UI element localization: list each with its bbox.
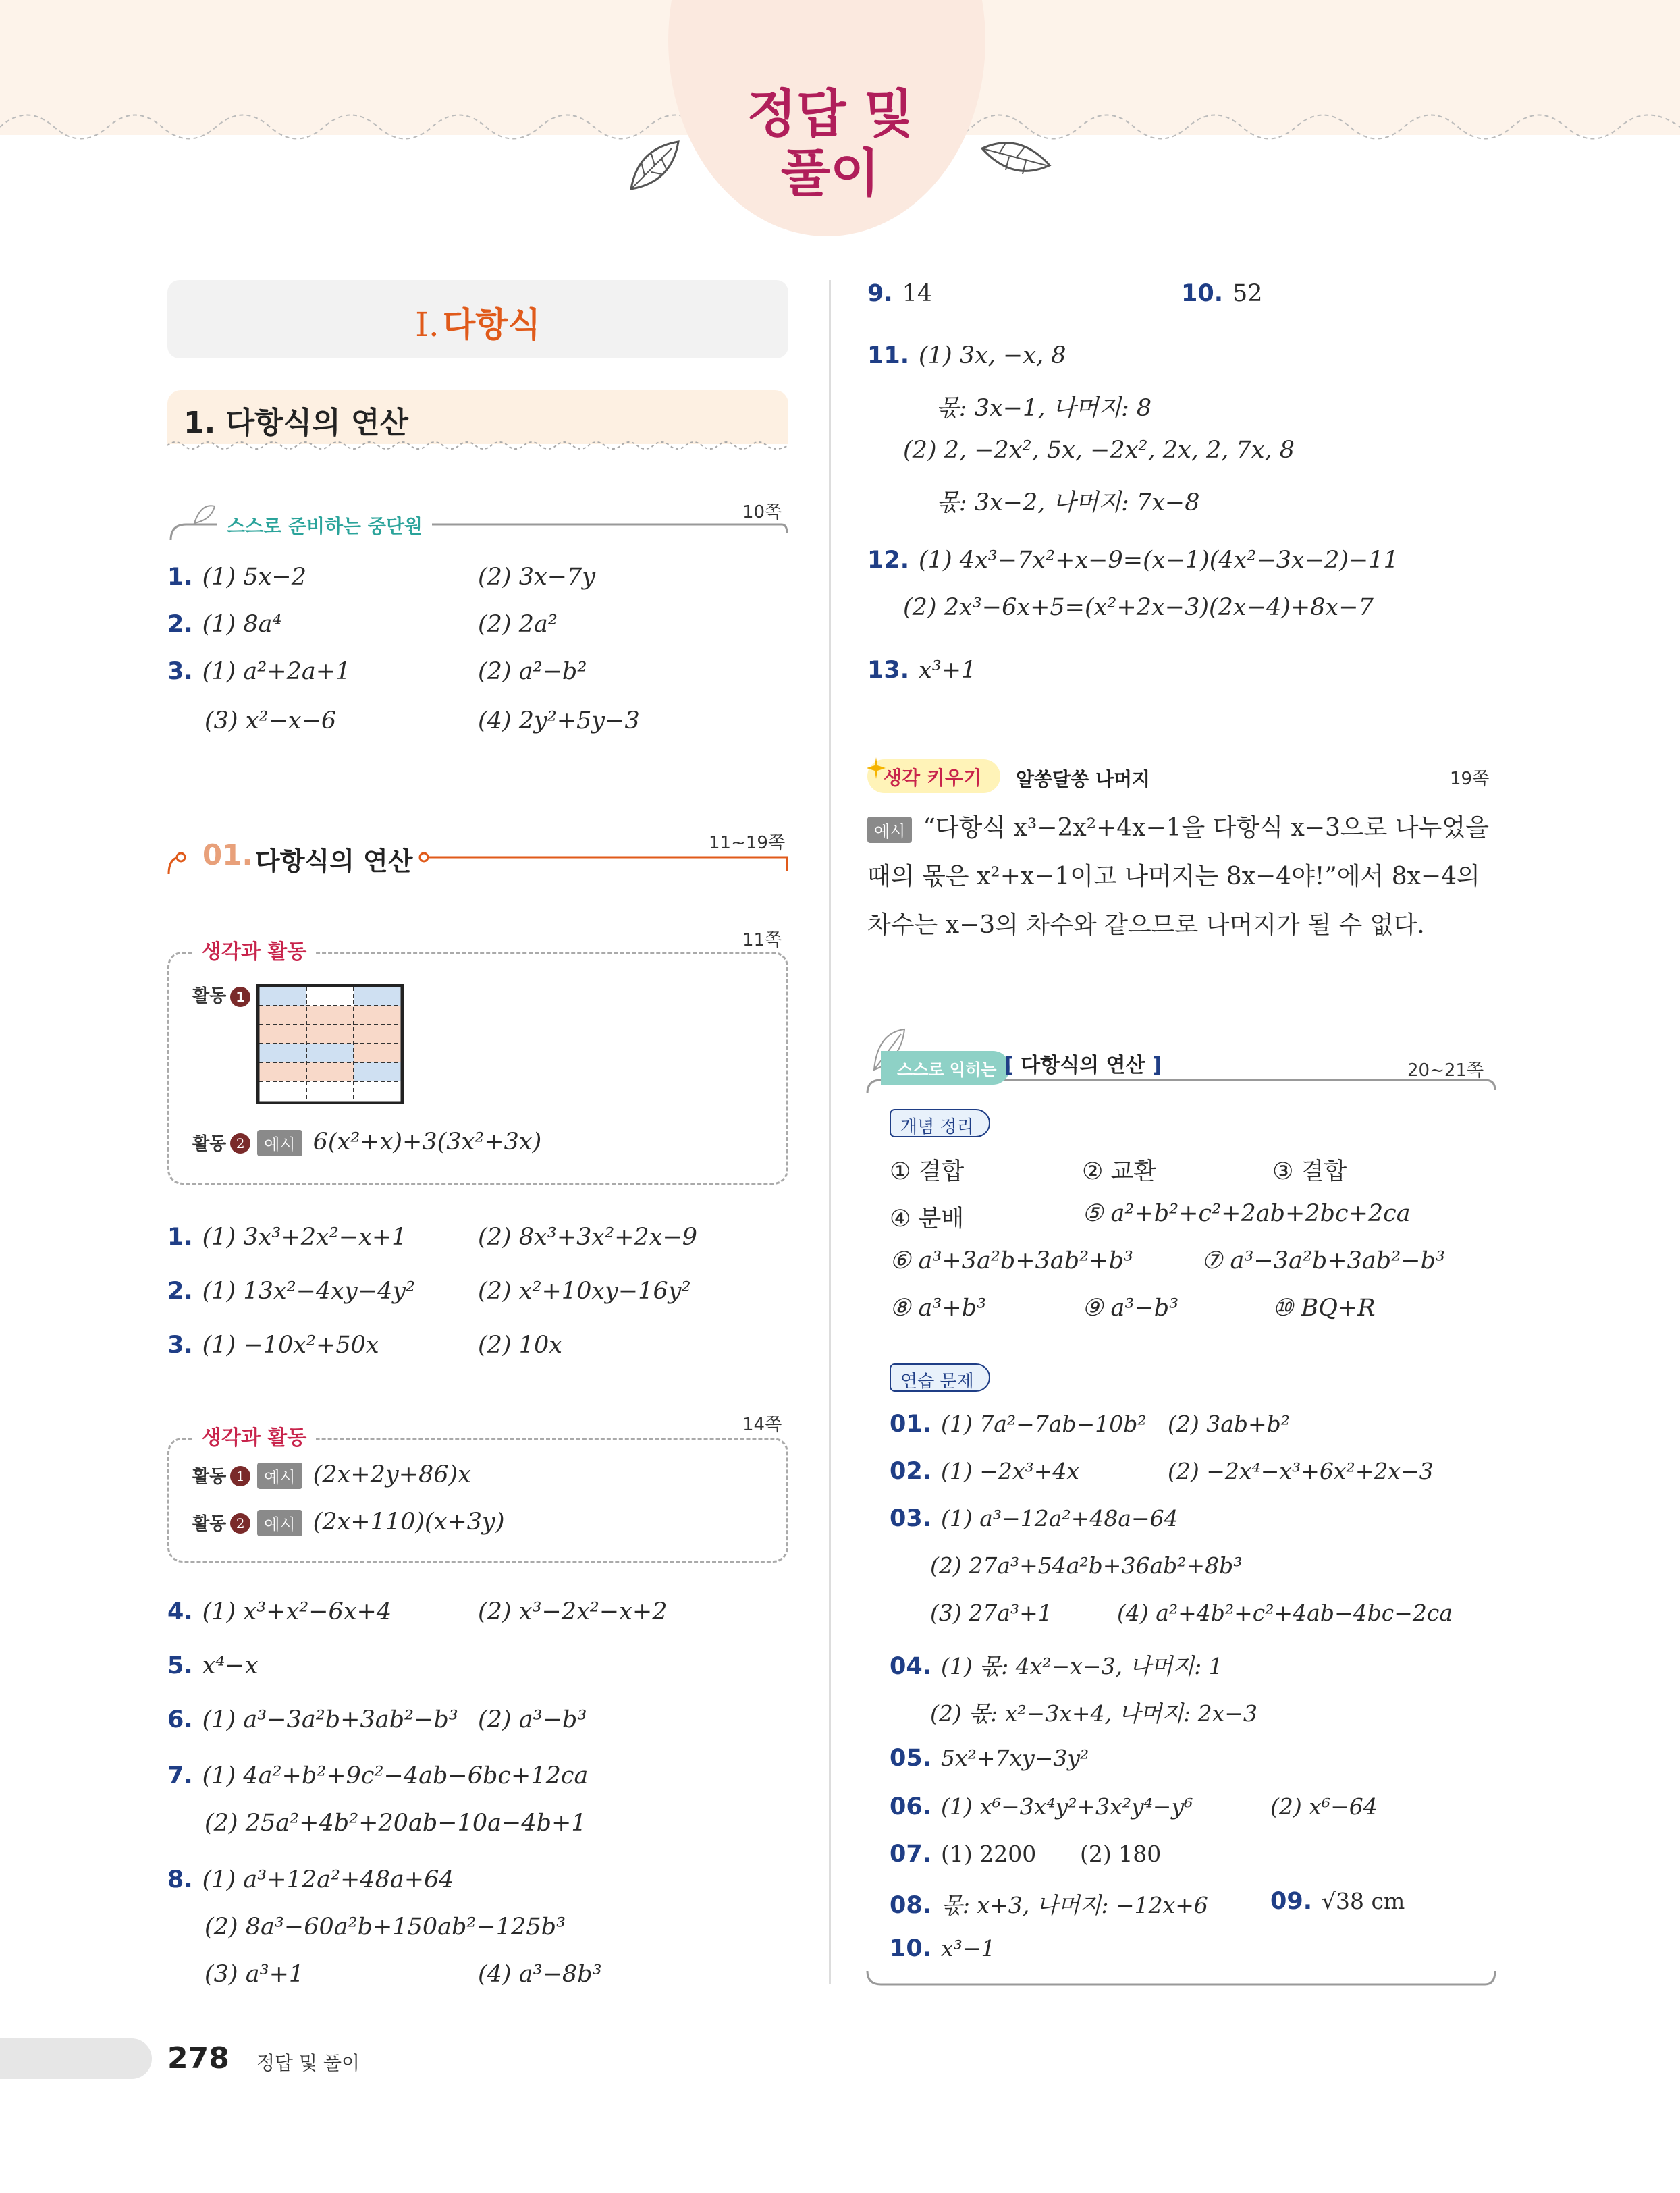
- practice-row-b: [1168, 1411, 1290, 1437]
- answer-b: (2) 3x−7y: [478, 564, 596, 591]
- answer-row-b: [478, 1598, 668, 1625]
- title-line-2: 풀이: [780, 143, 880, 203]
- concept-item: ③ 결합: [1272, 1158, 1347, 1185]
- answer-row: [205, 1961, 304, 1988]
- unit-title: 다항식의 연산: [255, 846, 413, 876]
- practice-line: [930, 1696, 1257, 1728]
- example-badge: 예시: [257, 1130, 302, 1156]
- practice-row: [890, 1649, 1223, 1681]
- answer-row-b: [478, 1224, 697, 1251]
- activity-answer: (2x+2y+86)x: [313, 1461, 471, 1488]
- activity-box-2: [167, 1438, 788, 1563]
- activity-2-row: [192, 1129, 541, 1156]
- concept-item: ⑥ a³+3a²b+3ab²+b³: [890, 1247, 1133, 1274]
- answer-a: (1) 2200: [941, 1841, 1037, 1867]
- activity-tag-label: 생각과 활동: [202, 1426, 307, 1450]
- think-line-1: [867, 809, 1489, 843]
- prep-page-ref: 10쪽: [742, 502, 782, 522]
- title-line-1: 정답 및: [747, 84, 914, 144]
- activity-word: 활동: [192, 1134, 227, 1154]
- concept-tag: [890, 1109, 990, 1137]
- answer-a: (1) 7a²−7ab−10b²: [941, 1411, 1147, 1437]
- answer-b: (2) 27a³+54a²b+36ab²+8b³: [930, 1552, 1243, 1579]
- prep-row: [167, 611, 282, 638]
- self-study-title-text: 다항식의 연산: [1021, 1054, 1145, 1077]
- answer-a: (1) 3x, −x, 8: [919, 342, 1066, 369]
- prep-title: 스스로 준비하는 중단원: [217, 512, 432, 539]
- answer-a: x³+1: [919, 657, 977, 684]
- answer-b: (4) 2y²+5y−3: [478, 707, 640, 734]
- answer-a: x³−1: [941, 1935, 996, 1961]
- chapter-title: 다항식: [442, 305, 541, 344]
- answer-a: (3) x²−x−6: [205, 707, 337, 734]
- area-model-grid: [256, 984, 404, 1104]
- answer-line: [903, 437, 1295, 464]
- answer-row: [867, 547, 1399, 574]
- prep-row: [167, 658, 350, 685]
- prep-row-b: [478, 658, 587, 685]
- item-number: 08.: [890, 1892, 932, 1919]
- answer-a: (1) a³−12a²+48a−64: [941, 1505, 1178, 1532]
- self-study-title: [ 다항식의 연산 ]: [1004, 1054, 1162, 1077]
- answer-a: (1) −10x²+50x: [202, 1332, 379, 1359]
- think-page-ref: 19쪽: [1450, 769, 1490, 789]
- answer-row: [205, 1810, 587, 1837]
- answer-a: (1) 4x³−7x²+x−9=(x−1)(4x²−3x−2)−11: [919, 547, 1399, 574]
- section-title: 1. 다항식의 연산: [184, 406, 408, 440]
- practice-line: [1117, 1600, 1453, 1626]
- prep-row-b: [478, 611, 558, 638]
- example-badge: 예시: [867, 817, 912, 843]
- think-line-2: [867, 857, 1480, 892]
- answer-a: (1) x³+x²−6x+4: [202, 1598, 392, 1625]
- column-divider: [829, 280, 831, 1984]
- page-number: 278: [167, 2041, 229, 2076]
- answer-a: (1) 5x−2: [202, 564, 306, 591]
- answer-row: [867, 280, 932, 307]
- leaf-icon: [624, 135, 685, 196]
- answer-b: (2) x³−2x²−x+2: [478, 1598, 668, 1625]
- activity-tag: [192, 1421, 316, 1451]
- answer-a: 52: [1232, 280, 1263, 307]
- activity-word: 활동: [192, 1514, 227, 1534]
- answer-line: [903, 594, 1374, 621]
- self-study-page-ref: 20~21쪽: [1407, 1060, 1484, 1081]
- prep-row-b: [478, 564, 595, 591]
- practice-row: [890, 1745, 1089, 1772]
- item-number: 4.: [167, 1598, 193, 1625]
- example-badge: 예시: [257, 1510, 302, 1536]
- practice-row: [1270, 1888, 1405, 1915]
- answer-a: (3) a³+1: [205, 1961, 304, 1988]
- item-number: 1.: [167, 1224, 193, 1251]
- answer-b: (2) −2x⁴−x³+6x²+2x−3: [1168, 1458, 1434, 1484]
- example-badge: 예시: [257, 1463, 302, 1489]
- practice-row-b: [1270, 1793, 1378, 1820]
- answer-row: [167, 1598, 391, 1625]
- practice-row: [890, 1888, 1208, 1920]
- answer-a: (2) 25a²+4b²+20ab−10a−4b+1: [205, 1810, 587, 1837]
- item-number: 9.: [867, 280, 893, 307]
- answer-c: (2) 2, −2x², 5x, −2x², 2x, 2, 7x, 8: [903, 437, 1295, 464]
- answer-a: (1) 8a⁴: [202, 611, 282, 638]
- item-number: 02.: [890, 1458, 932, 1485]
- answer-a: (1) 13x²−4xy−4y²: [202, 1278, 416, 1305]
- answer-b: (2) 8x³+3x²+2x−9: [478, 1224, 698, 1251]
- practice-row: [890, 1411, 1147, 1438]
- answer-row: [1181, 280, 1263, 307]
- answer-row-b: [478, 1278, 691, 1305]
- answer-row: [205, 1914, 566, 1941]
- answer-row: [167, 1278, 415, 1305]
- item-number: 3.: [167, 1332, 193, 1359]
- answer-c: (3) 27a³+1: [930, 1600, 1052, 1626]
- concept-item: ⑤ a²+b²+c²+2ab+2bc+2ca: [1082, 1200, 1411, 1227]
- answer-a: x⁴−x: [202, 1652, 259, 1679]
- activity-2-row: [192, 1509, 504, 1536]
- activity-number-badge: 2: [230, 1513, 250, 1534]
- answer-row: [167, 1652, 259, 1679]
- activity-number-badge: 1: [230, 987, 250, 1007]
- concept-item: ⑩ BQ+R: [1272, 1295, 1376, 1322]
- answer-line: [936, 484, 1200, 518]
- item-number: 05.: [890, 1745, 932, 1772]
- practice-line: [930, 1552, 1242, 1579]
- activity-answer: (2x+110)(x+3y): [313, 1509, 505, 1536]
- activity-tag: [192, 935, 316, 965]
- item-number: 5.: [167, 1652, 193, 1679]
- item-number: 07.: [890, 1841, 932, 1868]
- think-text-1: “다항식 x³−2x²+4x−1을 다항식 x−3으로 나누었을: [923, 814, 1489, 842]
- activity-tag-label: 생각과 활동: [202, 940, 307, 964]
- item-number: 12.: [867, 547, 910, 574]
- answer-b: (2) 2x³−6x+5=(x²+2x−3)(2x−4)+8x−7: [903, 594, 1374, 621]
- concept-item: ④ 분배: [890, 1206, 965, 1233]
- answer-b: (2) 2a²: [478, 611, 558, 638]
- practice-row: [890, 1793, 1193, 1820]
- answer-a: (1) 몫: 4x²−x−3, 나머지: 1: [941, 1653, 1223, 1679]
- activity-1-label: [192, 982, 257, 1007]
- answer-a: (1) x⁶−3x⁴y²+3x²y⁴−y⁶: [941, 1793, 1193, 1820]
- think-tag-label: 생각 키우기: [884, 767, 981, 789]
- activity-number-badge: 2: [230, 1133, 250, 1154]
- answer-a: 14: [902, 280, 933, 307]
- practice-row: [890, 1505, 1178, 1532]
- answer-row-b: [478, 1332, 562, 1359]
- item-number: 09.: [1270, 1888, 1313, 1915]
- answer-a: 몫: x+3, 나머지: −12x+6: [941, 1892, 1208, 1918]
- answer-a: (1) a²+2a+1: [202, 658, 351, 685]
- answer-row: [167, 1332, 379, 1359]
- answer-a: (2) 8a³−60a²b+150ab²−125b³: [205, 1914, 566, 1941]
- item-number: 10.: [1181, 280, 1224, 307]
- answer-d: (4) a²+4b²+c²+4ab−4bc−2ca: [1117, 1600, 1453, 1626]
- answer-b: (2) x⁶−64: [1270, 1793, 1378, 1820]
- think-text-2: 때의 몫은 x²+x−1이고 나머지는 8x−4야!”에서 8x−4의: [867, 863, 1480, 890]
- chapter-number: I.: [415, 305, 439, 344]
- item-number: 2.: [167, 1278, 193, 1305]
- answer-b: (2) 180: [1080, 1841, 1162, 1867]
- answer-row: [167, 1762, 588, 1789]
- item-number: 1.: [167, 564, 193, 591]
- item-number: 6.: [167, 1706, 193, 1733]
- practice-row-b: [1080, 1841, 1161, 1867]
- concept-item: ⑦ a³−3a²b+3ab²−b³: [1201, 1247, 1445, 1274]
- item-number: 10.: [890, 1935, 932, 1962]
- chapter-banner: [167, 280, 788, 358]
- concept-tag-label: 개념 정리: [900, 1117, 974, 1137]
- answer-row: [867, 342, 1066, 369]
- answer-line: [936, 389, 1151, 423]
- answer-a: (1) 4a²+b²+9c²−4ab−6bc+12ca: [202, 1762, 589, 1789]
- concept-item: ② 교환: [1082, 1158, 1157, 1185]
- activity-word: 활동: [192, 1467, 227, 1487]
- concept-item: ① 결합: [890, 1158, 965, 1185]
- activity-1-row: [192, 1461, 471, 1489]
- footer-label: 정답 및 풀이: [256, 2052, 360, 2074]
- answer-a: (1) 3x³+2x²−x+1: [202, 1224, 407, 1251]
- answer-a: 5x²+7xy−3y²: [941, 1745, 1089, 1771]
- answer-row-b: [478, 1706, 587, 1733]
- page-title: [675, 84, 985, 203]
- answer-row: [167, 1224, 406, 1251]
- answer-a: √38 cm: [1322, 1888, 1405, 1914]
- think-title: 알쏭달쏭 나머지: [1016, 768, 1151, 790]
- answer-b: (2) a³−b³: [478, 1706, 587, 1733]
- section-wave: [167, 439, 788, 452]
- answer-a: (1) a³+12a²+48a+64: [202, 1866, 454, 1893]
- item-number: 3.: [167, 658, 193, 685]
- item-number: 06.: [890, 1793, 932, 1820]
- practice-row: [890, 1841, 1036, 1868]
- answer-b: (2) 몫: x²−3x+4, 나머지: 2x−3: [930, 1700, 1257, 1727]
- prep-row: [167, 564, 306, 591]
- answer-a: (1) −2x³+4x: [941, 1458, 1079, 1484]
- activity-word: 활동: [192, 986, 227, 1006]
- answer-row-b: [478, 1961, 602, 1988]
- activity-page-ref: 11쪽: [742, 930, 782, 950]
- practice-line: [930, 1600, 1052, 1626]
- item-number: 8.: [167, 1866, 193, 1893]
- activity-page-ref: 14쪽: [742, 1415, 782, 1435]
- answer-b: (2) 3ab+b²: [1168, 1411, 1291, 1437]
- answer-a: (1) a³−3a²b+3ab²−b³: [202, 1706, 458, 1733]
- answer-row: [167, 1706, 458, 1733]
- item-number: 13.: [867, 657, 910, 684]
- answer-b: (4) a³−8b³: [478, 1961, 602, 1988]
- self-study-tag: [881, 1051, 1010, 1085]
- item-number: 04.: [890, 1653, 932, 1680]
- think-text-3: 차수는 x−3의 차수와 같으므로 나머지가 될 수 없다.: [867, 911, 1425, 939]
- item-number: 11.: [867, 342, 910, 369]
- footer-tab: [0, 2038, 152, 2079]
- practice-row: [890, 1458, 1079, 1485]
- answer-row: [867, 657, 976, 684]
- answer-b: 몫: 3x−1, 나머지: 8: [936, 395, 1152, 422]
- practice-row-b: [1168, 1458, 1434, 1484]
- prep-row-b: [478, 707, 640, 734]
- practice-tag-label: 연습 문제: [900, 1372, 974, 1392]
- concept-item: ⑧ a³+b³: [890, 1295, 987, 1322]
- answer-b: (2) a²−b²: [478, 658, 587, 685]
- answer-row: [167, 1866, 454, 1893]
- concept-item: ⑨ a³−b³: [1082, 1295, 1179, 1322]
- answer-b: (2) x²+10xy−16y²: [478, 1278, 691, 1305]
- item-number: 01.: [890, 1411, 932, 1438]
- item-number: 03.: [890, 1505, 932, 1532]
- prep-row: [205, 707, 336, 734]
- item-number: 7.: [167, 1762, 193, 1789]
- practice-tag: [890, 1363, 990, 1392]
- sparkle-icon: [863, 755, 890, 782]
- think-line-3: [867, 906, 1425, 940]
- answer-d: 몫: 3x−2, 나머지: 7x−8: [936, 489, 1200, 516]
- activity-number-badge: 1: [230, 1466, 250, 1486]
- practice-row: [890, 1935, 996, 1962]
- activity-answer: 6(x²+x)+3(3x²+3x): [313, 1129, 542, 1156]
- leaf-icon: [979, 135, 1053, 189]
- item-number: 2.: [167, 611, 193, 638]
- unit-page-ref: 11~19쪽: [709, 833, 786, 853]
- answer-b: (2) 10x: [478, 1332, 562, 1359]
- self-study-tag-label: 스스로 익히는: [897, 1060, 997, 1079]
- unit-number: 01.: [202, 838, 253, 871]
